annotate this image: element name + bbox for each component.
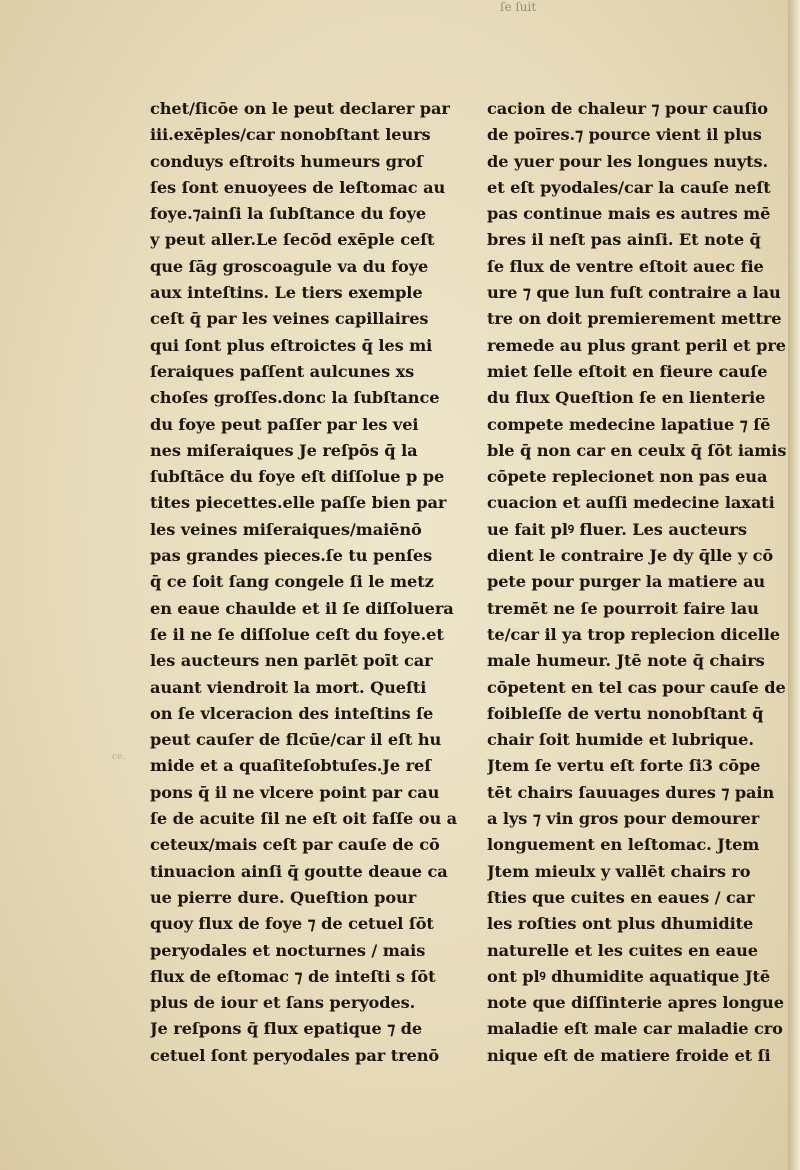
text-line: ure ⁊ que lun fuſt contraire a lau xyxy=(487,283,781,303)
text-line: tēt chairs ſauuages dures ⁊ pain xyxy=(487,782,775,802)
text-line: foibleſſe de vertu nonobſtant q̄ xyxy=(487,703,764,723)
text-line: dient le contraire Je dy q̄lle y cō xyxy=(487,546,774,566)
text-line: cōpetent en tel cas pour cauſe de xyxy=(487,677,786,697)
text-line: longuement en leſtomac. Jtem xyxy=(487,835,760,855)
text-line: pons q̄ il ne vlcere point par cau xyxy=(150,782,440,802)
margin-smudge: ce. xyxy=(112,752,126,762)
text-line: chair ſoit humide et lubrique. xyxy=(487,730,754,750)
text-line: conduys eſtroits humeurs groſ xyxy=(150,151,423,171)
text-line: qui ſont plus eſtroictes q̄ les mi xyxy=(150,335,433,355)
text-line: ſe de acuite ſil ne eſt oit faſſe ou a xyxy=(150,809,458,829)
text-line: male humeur. Jtē note q̄ chairs xyxy=(487,651,765,671)
text-line: plus de iour et ſans peryodes. xyxy=(150,993,416,1013)
text-line: iii.exēples/car nonobſtant leurs xyxy=(150,125,431,145)
text-line: Je reſpons q̄ flux epatique ⁊ de xyxy=(150,1019,423,1039)
text-line: ſties que cuites en eaues / car xyxy=(487,887,755,907)
text-line: ſe il ne ſe diſſolue ceſt du foye.et xyxy=(150,624,444,644)
text-line: choſes groſſes.donc la ſubſtance xyxy=(150,388,440,408)
left-column xyxy=(150,96,485,1069)
text-line: Jtem mieulx y vallēt chairs ro xyxy=(487,861,751,881)
text-line: de yuer pour les longues nuyts. xyxy=(487,151,769,171)
text-line: pas continue mais es autres mē xyxy=(487,204,771,224)
text-line: les aucteurs nen parlēt poīt car xyxy=(150,651,433,671)
text-line: aux inteſtins. Le tiers exemple xyxy=(150,283,423,303)
text-line: flux de eſtomac ⁊ de inteſti s ſōt xyxy=(150,966,436,986)
text-line: remede au plus grant peril et pre xyxy=(487,335,786,355)
text-line: pas grandes pieces.ſe tu penſes xyxy=(150,546,433,566)
text-line: cetuel ſont peryodales par trenō xyxy=(150,1045,440,1065)
text-line: a lys ⁊ vin gros pour demourer xyxy=(487,809,760,829)
text-line: note que diſſinterie apres longue xyxy=(487,993,784,1013)
text-line: maladie eſt male car maladie cro xyxy=(487,1019,783,1039)
text-line: nique eſt de matiere froide et ſi xyxy=(487,1045,771,1065)
text-line: nes miſeraiques Je reſpōs q̄ la xyxy=(150,440,418,460)
text-line: y peut aller.Le ſecōd exēple ceſt xyxy=(150,230,435,250)
text-line: tites piecettes.elle paſſe bien par xyxy=(150,493,447,513)
text-line: ont plꝰ dhumidite aquatique Jtē xyxy=(487,966,771,986)
text-line: pete pour purger la matiere au xyxy=(487,572,766,592)
text-line: ceteux/mais ceſt par cauſe de cō xyxy=(150,835,440,855)
running-head: ſe ſuit xyxy=(500,0,537,14)
text-line: cuacion et auſſi medecine laxati xyxy=(487,493,775,513)
text-line: ſe flux de ventre eſtoit auec fie xyxy=(487,256,764,276)
text-line: tre on doit premierement mettre xyxy=(487,309,782,329)
text-line: on ſe vlceracion des inteſtins ſe xyxy=(150,703,434,723)
text-line: ue pierre dure. Queſtion pour xyxy=(150,887,417,907)
text-line: mide et a quaſiteſobtuſes.Je reſ xyxy=(150,756,432,776)
text-line: du flux Queſtion ſe en lienterie xyxy=(487,388,766,408)
text-line: ue fait plꝰ fluer. Les aucteurs xyxy=(487,519,747,539)
text-line: ble q̄ non car en ceulx q̄ ſōt iamis xyxy=(487,440,787,460)
text-line: auant viendroit la mort. Queſti xyxy=(150,677,427,697)
text-line: foye.⁊ainſi la ſubſtance du foye xyxy=(150,204,427,224)
text-line: ceſt q̄ par les veines capillaires xyxy=(150,309,429,329)
text-line: cōpete replecionet non pas eua xyxy=(487,467,768,487)
text-line: tremēt ne ſe pourroit faire lau xyxy=(487,598,759,618)
text-line: les roſties ont plus dhumidite xyxy=(487,914,754,934)
right-column xyxy=(487,96,792,1069)
text-line: quoy flux de foye ⁊ de cetuel ſōt xyxy=(150,914,434,934)
text-line: te/car il ya trop replecion dicelle xyxy=(487,624,780,644)
text-line: que ſāg groscoagule va du foye xyxy=(150,256,429,276)
text-line: du foye peut paſſer par les vei xyxy=(150,414,419,434)
text-line: q̄ ce ſoit ſang congele ſi le metz xyxy=(150,572,434,592)
text-line: peut cauſer de flcūe/car il eſt hu xyxy=(150,730,442,750)
text-line: et eſt pyodales/car la cauſe neſt xyxy=(487,177,771,197)
text-line: les veines miſeraiques/maiēnō xyxy=(150,519,422,539)
text-line: miet ſelle eſtoit en fieure cauſe xyxy=(487,361,768,381)
text-line: chet/ſicōe on le peut declarer par xyxy=(150,99,450,118)
text-line: Jtem ſe vertu eſt forte ſi3 cōpe xyxy=(487,756,761,776)
text-line: naturelle et les cuites en eaue xyxy=(487,940,758,960)
text-line: ſubſtāce du foye eſt diſſolue p pe xyxy=(150,467,445,487)
text-line: ſeraiques paſſent aulcunes xs xyxy=(150,361,415,381)
text-line: compete medecine lapatiue ⁊ ſē xyxy=(487,414,771,434)
text-line: cacion de chaleur ⁊ pour cauſio xyxy=(487,99,768,118)
text-line: ſes ſont enuoyees de leſtomac au xyxy=(150,177,446,197)
text-line: tinuacion ainſi q̄ goutte deaue ca xyxy=(150,861,448,881)
text-line: en eaue chaulde et il ſe diſſoluera xyxy=(150,598,454,618)
text-line: peryodales et nocturnes / mais xyxy=(150,940,426,960)
text-line: bres il neſt pas ainſi. Et note q̄ xyxy=(487,230,761,250)
text-line: de poīres.⁊ pource vient il plus xyxy=(487,125,762,145)
